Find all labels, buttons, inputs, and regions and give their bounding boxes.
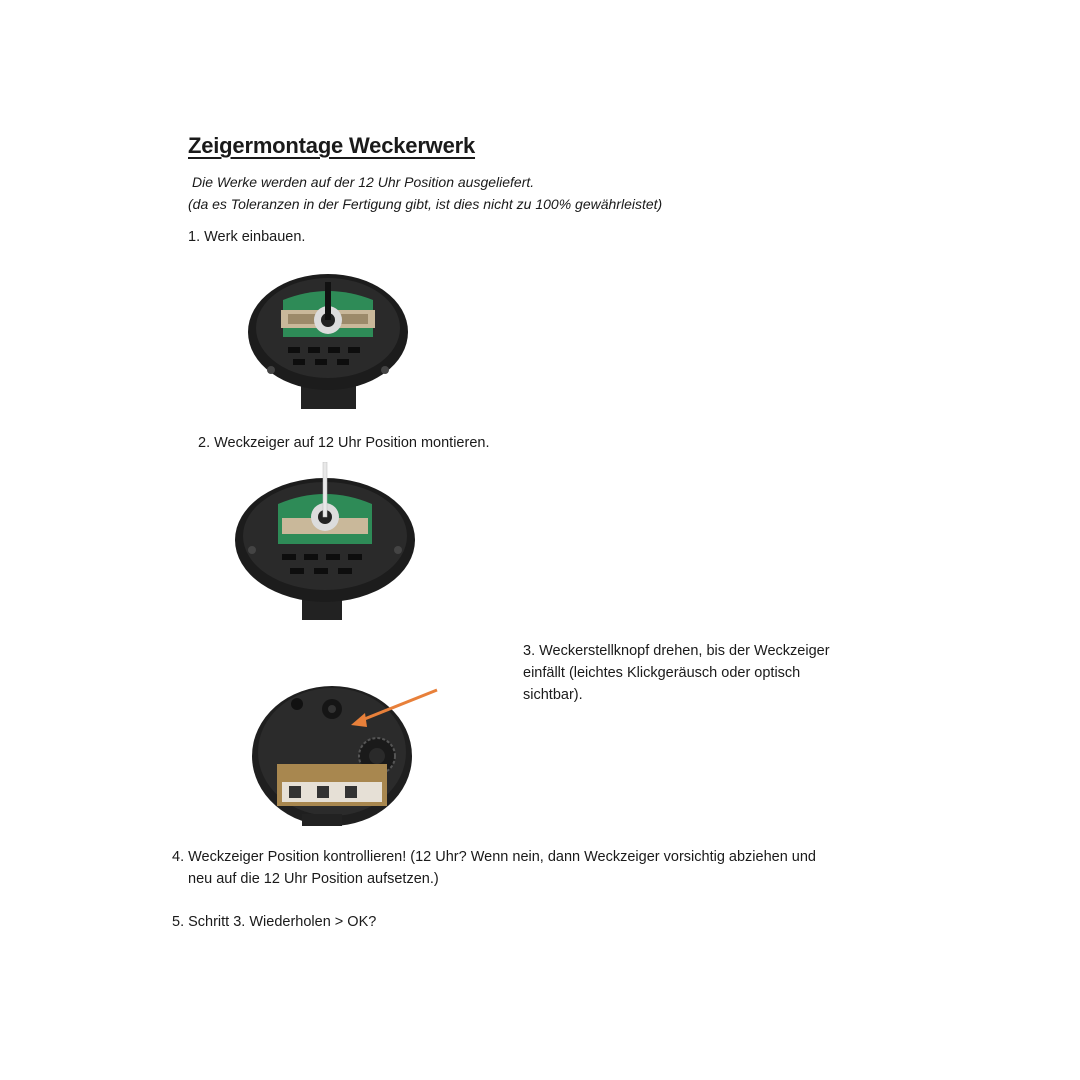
step-2-text: 2. Weckzeiger auf 12 Uhr Position montieren. bbox=[198, 435, 490, 451]
intro-line-1: Die Werke werden auf der 12 Uhr Position ausgeliefert. bbox=[192, 174, 535, 190]
document-title: Zeigermontage Weckerwerk bbox=[188, 133, 476, 158]
photo-alarm-set-knob bbox=[207, 664, 450, 829]
step-3-line-2: einfällt (leichtes Klickgeräusch oder optisch bbox=[523, 665, 801, 681]
photo-movement-installed bbox=[243, 262, 413, 412]
step-4-line-1: 4. Weckzeiger Position kontrollieren! (12 Uhr? Wenn nein, dann Weckzeiger vorsichtig abziehen und bbox=[172, 849, 816, 865]
step-4-line-2: neu auf die 12 Uhr Position aufsetzen.) bbox=[188, 871, 439, 887]
intro-line-2: (da es Toleranzen in der Fertigung gibt, ist dies nicht zu 100% gewährleistet) bbox=[188, 196, 663, 212]
step-1-text: 1. Werk einbauen. bbox=[188, 229, 306, 245]
step-3-line-1: 3. Weckerstellknopf drehen, bis der Weckzeiger bbox=[523, 643, 830, 659]
step-3-line-3: sichtbar). bbox=[523, 687, 583, 703]
photo-alarm-hand-12 bbox=[220, 462, 420, 622]
step-5-text: 5. Schritt 3. Wiederholen > OK? bbox=[172, 914, 377, 930]
